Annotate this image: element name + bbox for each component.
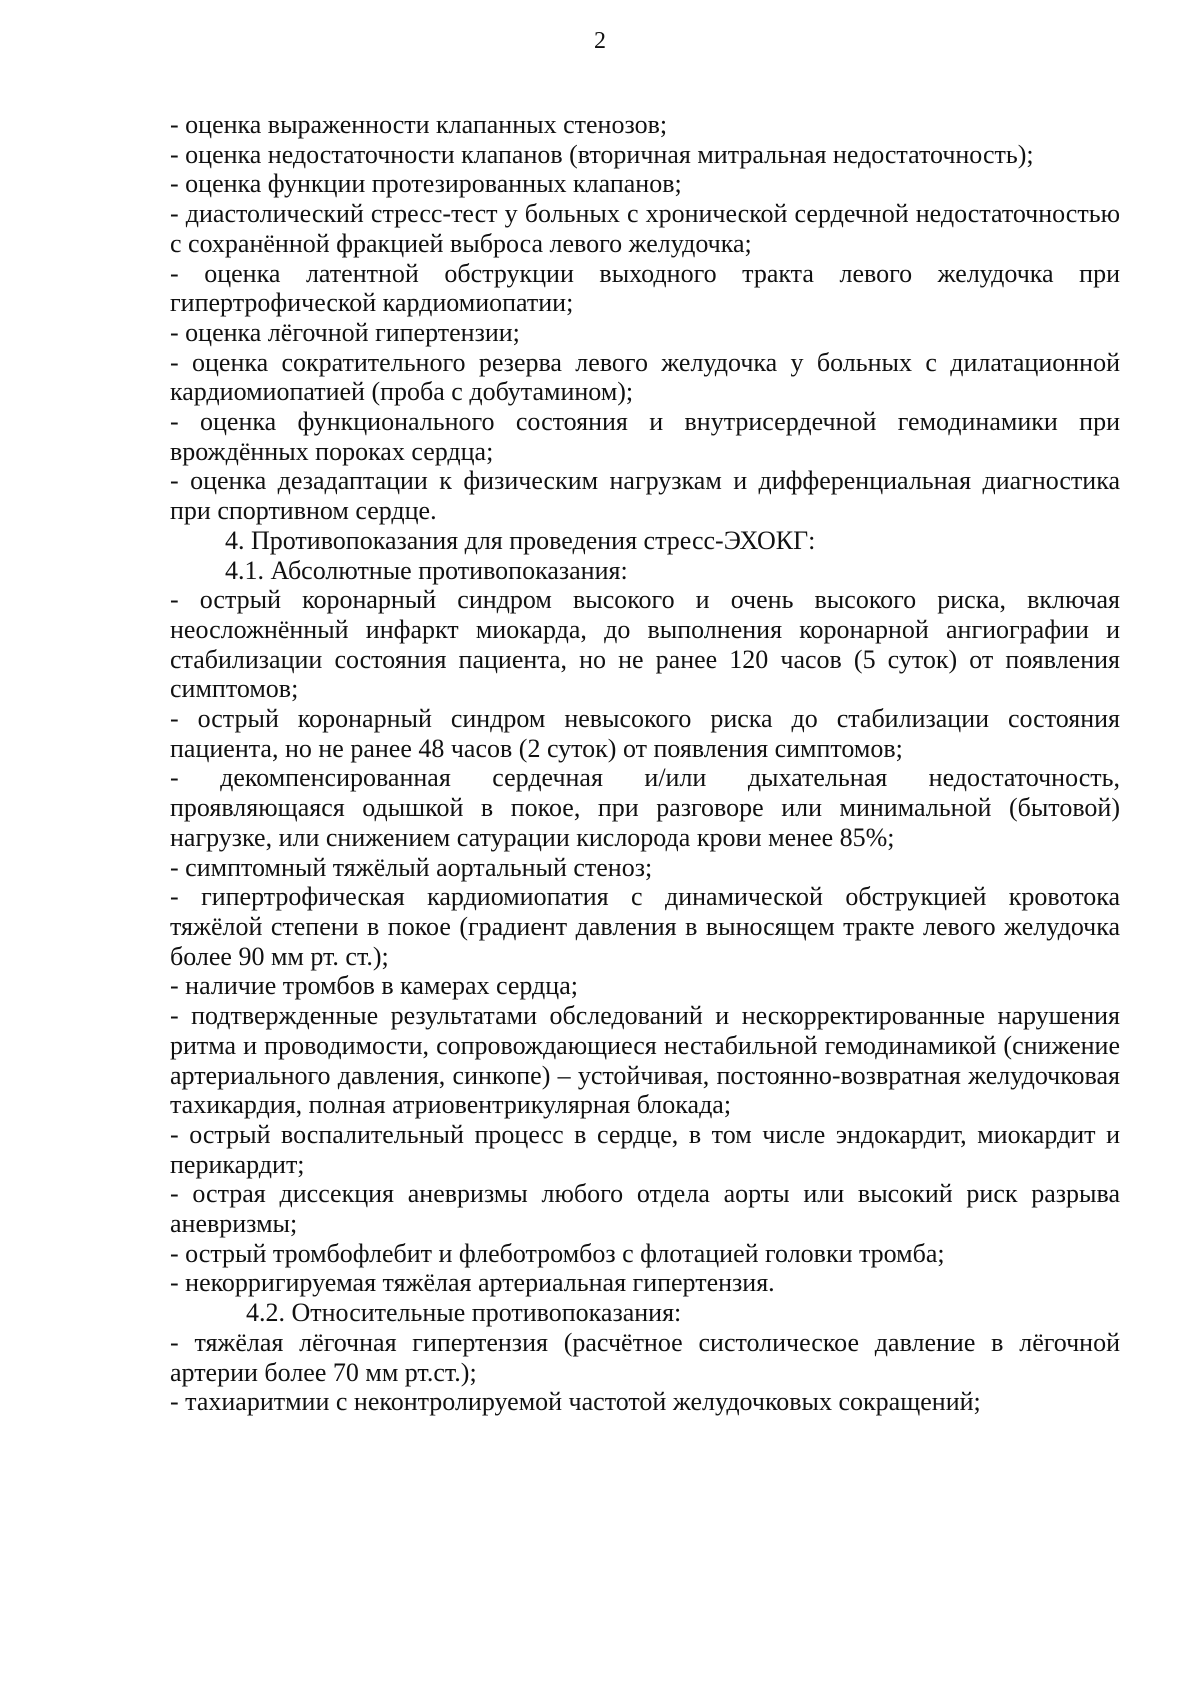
list-item: - наличие тромбов в камерах сердца;	[170, 971, 578, 1001]
list-item: - оценка выраженности клапанных стенозов;	[170, 110, 668, 139]
list-item: - оценка недостаточности клапанов (вторичная митральная недостаточность);	[170, 139, 1034, 169]
list-item: - острый воспалительный процесс в сердце, в том числе эндокардит, миокардит и перикардит;	[170, 1119, 1120, 1179]
list-item: - острый тромбофлебит и флеботромбоз с флотацией головки тромба;	[170, 1238, 945, 1268]
list-item: - острая диссекция аневризмы любого отдела аорты или высокий риск разрыва аневризмы;	[170, 1179, 1120, 1239]
list-item: - подтвержденные результатами обследований и нескорректированные нарушения ритма и проводимости, сопровождающиеся нестабильной гемодинамикой (снижение артериального давления, синкопе) – устойчивая, постоянно-возвратная желудочковая тахикардия, полная атриовентрикулярная блокада;	[170, 1001, 1120, 1120]
list-item: - оценка латентной обструкции выходного тракта левого желудочка при гипертрофической кардиомиопатии;	[170, 258, 1120, 318]
subsection-heading: 4.2. Относительные противопоказания:	[246, 1298, 682, 1328]
list-item: - симптомный тяжёлый аортальный стеноз;	[170, 852, 653, 882]
list-item: - оценка сократительного резерва левого желудочка у больных с дилатационной кардиомиопатией (проба с добутамином);	[170, 347, 1120, 407]
list-item: - оценка дезадаптации к физическим нагрузкам и дифференциальная диагностика при спортивном сердце.	[170, 466, 1120, 526]
page-number: 2	[594, 28, 606, 54]
section-heading: 4. Противопоказания для проведения стресс-ЭХОКГ:	[225, 525, 816, 555]
list-item: - диастолический стресс-тест у больных с хронической сердечной недостаточностью с сохранённой фракцией выброса левого желудочка;	[170, 199, 1120, 258]
list-item: - декомпенсированная сердечная и/или дыхательная недостаточность, проявляющаяся одышкой в покое, при разговоре или минимальной (бытовой) нагрузке, или снижением сатурации кислорода крови менее 85%;	[170, 763, 1120, 852]
list-item: - гипертрофическая кардиомиопатия с динамической обструкцией кровотока тяжёлой степени в покое (градиент давления в выносящем тракте левого желудочка более 90 мм рт. ст.);	[170, 882, 1120, 971]
list-item: - оценка лёгочной гипертензии;	[170, 317, 520, 347]
list-item: - тяжёлая лёгочная гипертензия (расчётное систолическое давление в лёгочной артерии более 70 мм рт.ст.);	[170, 1327, 1120, 1387]
list-item: - тахиаритмии с неконтролируемой частотой желудочковых сокращений;	[170, 1387, 981, 1417]
list-item: - острый коронарный синдром невысокого риска до стабилизации состояния пациента, но не ранее 48 часов (2 суток) от появления симптомов;	[170, 704, 1120, 763]
list-item: - острый коронарный синдром высокого и очень высокого риска, включая неосложнённый инфаркт миокарда, до выполнения коронарной ангиографии и стабилизации состояния пациента, но не ранее 120 часов (5 суток) от появления симптомов;	[170, 585, 1120, 704]
document-body	[170, 110, 1120, 1417]
list-item: - оценка функции протезированных клапанов;	[170, 169, 682, 199]
subsection-heading: 4.1. Абсолютные противопоказания:	[225, 555, 628, 585]
list-item: - оценка функционального состояния и внутрисердечной гемодинамики при врождённых пороках сердца;	[170, 407, 1120, 466]
list-item: - некорригируемая тяжёлая артериальная гипертензия.	[170, 1268, 775, 1298]
